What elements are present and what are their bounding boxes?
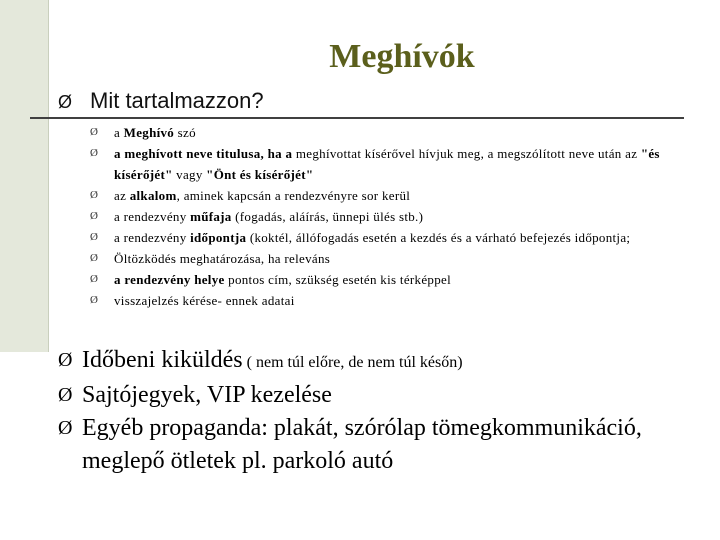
list-item-text: meghívottat kísérővel hívjuk meg, a megszólított neve után az bbox=[292, 146, 641, 161]
list-item bbox=[90, 143, 715, 185]
list-item-text: Meghívó bbox=[123, 125, 175, 140]
list-item-text: Öltözködés meghatározása, ha releváns bbox=[114, 251, 331, 266]
main-points-list bbox=[58, 344, 708, 478]
slide-title: Meghívók bbox=[329, 38, 475, 75]
main-point bbox=[58, 412, 708, 478]
list-item-text: visszajelzés kérése- ennek adatai bbox=[114, 293, 295, 308]
arrow-bullet-icon: Ø bbox=[90, 294, 99, 306]
list-item-text: a meghívott neve titulusa, ha a bbox=[114, 146, 293, 161]
main-point bbox=[58, 344, 708, 379]
list-item-text: "és kísérőjét" bbox=[114, 146, 660, 182]
main-point-text: Időbeni kiküldés bbox=[82, 347, 243, 373]
arrow-bullet-icon: Ø bbox=[90, 147, 99, 159]
main-point-text: Egyéb propaganda: plakát, szórólap tömegkommunikáció, meglepő ötletek pl. parkoló autó bbox=[82, 415, 642, 474]
list-item-text: műfaja bbox=[190, 209, 232, 224]
section-heading bbox=[58, 88, 264, 114]
arrow-bullet-icon: Ø bbox=[90, 210, 99, 222]
main-point bbox=[58, 379, 708, 412]
list-item bbox=[90, 206, 715, 227]
list-item-text: (koktél, állófogadás esetén a kezdés és a várható befejezés időpontja; bbox=[246, 230, 631, 245]
list-item bbox=[90, 269, 715, 290]
main-point-text: Sajtójegyek, VIP kezelése bbox=[82, 382, 332, 408]
list-item-text: a rendezvény helye bbox=[114, 272, 225, 287]
arrow-bullet-icon: Ø bbox=[90, 231, 99, 243]
list-item-text: (fogadás, aláírás, ünnepi ülés stb.) bbox=[231, 209, 424, 224]
list-item-text: vagy bbox=[172, 167, 207, 182]
list-item-text: az bbox=[114, 188, 130, 203]
arrow-bullet-icon: Ø bbox=[58, 349, 73, 371]
arrow-bullet-icon: Ø bbox=[90, 189, 99, 201]
list-item-text: pontos cím, szükség esetén kis térképpel bbox=[224, 272, 451, 287]
list-item bbox=[90, 248, 715, 269]
list-item bbox=[90, 227, 715, 248]
main-point-note: ( nem túl előre, de nem túl későn) bbox=[242, 354, 463, 371]
arrow-bullet-icon: Ø bbox=[58, 384, 73, 406]
section-heading-text: Mit tartalmazzon? bbox=[90, 88, 264, 113]
arrow-bullet-icon: Ø bbox=[90, 273, 99, 285]
list-item bbox=[90, 290, 715, 311]
list-item-text: a bbox=[114, 125, 124, 140]
list-item-text: alkalom bbox=[129, 188, 177, 203]
list-item-text: a rendezvény bbox=[114, 230, 191, 245]
list-item bbox=[90, 122, 715, 143]
list-item-text: "Önt és kísérőjét" bbox=[206, 167, 314, 182]
arrow-bullet-icon: Ø bbox=[90, 126, 99, 138]
list-item-text: a rendezvény bbox=[114, 209, 191, 224]
list-item-text: időpontja bbox=[190, 230, 247, 245]
arrow-bullet-icon: Ø bbox=[90, 252, 99, 264]
content-list bbox=[90, 122, 715, 311]
arrow-bullet-icon: Ø bbox=[58, 417, 73, 439]
list-item-text: , aminek kapcsán a rendezvényre sor kerül bbox=[176, 188, 411, 203]
heading-underline bbox=[30, 117, 684, 119]
list-item bbox=[90, 185, 715, 206]
list-item-text: szó bbox=[174, 125, 196, 140]
arrow-bullet-icon: Ø bbox=[58, 92, 73, 112]
